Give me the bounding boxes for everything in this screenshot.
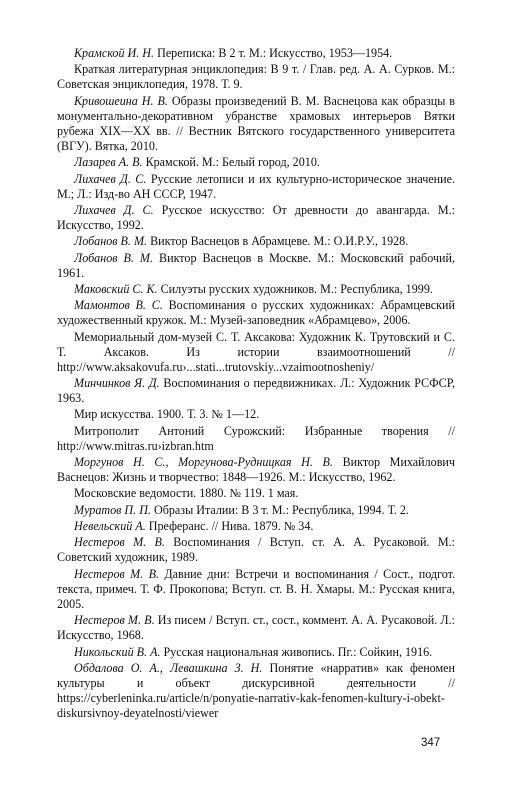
bibliography-list [57, 46, 455, 721]
entry-text: Митрополит Антоний Сурожский: Избранные творения // http://www.mitras.ru›izbran.htm [57, 423, 455, 453]
entry-text: Русская национальная живопись. Пг.: Сойкин, 1916. [160, 644, 433, 659]
entry-author: Моргунов Н. С., Моргунова-Рудницкая Н. В. [74, 455, 333, 470]
page-number: 347 [421, 737, 441, 749]
entry-text: Виктор Васнецов в Москве. М.: Московский рабочий, 1961. [57, 250, 455, 280]
bibliography-entry [57, 251, 455, 281]
bibliography-entry [57, 613, 455, 643]
entry-text: Краткая литературная энциклопедия: В 9 т. / Глав. ред. А. А. Сурков. М.: Советская энциклопедия, 1978. Т. 9. [57, 62, 455, 92]
entry-text: Воспоминания о передвижниках. Л.: Художник РСФСР, 1963. [57, 376, 455, 406]
bibliography-entry [57, 172, 455, 202]
bibliography-entry [57, 46, 455, 61]
bibliography-entry [57, 535, 455, 565]
entry-text: Воспоминания о русских художниках: Абрамцевский художественный кружок. М.: Музей-заповедник «Абрамцево», 2006. [57, 298, 455, 328]
bibliography-entry [57, 155, 455, 170]
entry-author: Муратов П. П. [74, 502, 151, 517]
entry-text: Виктор Михайлович Васнецов: Жизнь и творчество: 1848—1926. М.: Искусство, 1962. [57, 455, 455, 485]
entry-text: Образы Италии: В 3 т. М.: Республика, 1994. Т. 2. [150, 502, 409, 517]
entry-text: Образы произведений В. М. Васнецова как образцы в монументально-декоративном убранстве храмовых интерьеров Вятки рубежа XIX—XX вв. // Вестник Вятского государственного университета (ВГУ). Вятка, 2010. [57, 93, 455, 153]
entry-author: Крамской И. Н. [74, 46, 155, 60]
bibliography-entry [57, 62, 455, 92]
bibliography-entry [57, 234, 455, 249]
entry-author: Обдалова О. А., Левашкина З. Н. [74, 660, 263, 675]
entry-author: Лобанов В. М. [74, 250, 154, 265]
bibliography-entry [57, 298, 455, 328]
entry-text: Переписка: В 2 т. М.: Искусство, 1953—1954. [154, 46, 393, 60]
bibliography-entry [57, 519, 455, 534]
entry-text: Виктор Васнецов в Абрамцеве. М.: О.И.Р.У., 1928. [147, 234, 409, 249]
entry-text: Преферанс. // Нива. 1879. № 34. [145, 519, 314, 533]
entry-text: Воспоминания / Вступ. ст. А. А. Русаковой. М.: Советский художник, 1989. [57, 535, 456, 565]
bibliography-entry [57, 486, 455, 501]
entry-author: Нестеров М. В. [74, 566, 160, 581]
entry-text: Из писем / Вступ. ст., сост., коммент. А. А. Русаковой. Л.: Искусство, 1968. [57, 613, 455, 643]
entry-author: Маковский С. К. [74, 281, 158, 296]
entry-text: Крамской. М.: Белый город, 2010. [142, 155, 320, 170]
bibliography-entry [57, 503, 455, 518]
entry-author: Нестеров М. В. [74, 613, 155, 628]
bibliography-entry [57, 567, 455, 612]
bibliography-entry [57, 203, 455, 233]
entry-author: Никольский В. А. [74, 644, 161, 659]
bibliography-entry [57, 661, 455, 721]
entry-text: Мемориальный дом-музей С. Т. Аксакова: Художник К. Трутовский и С. Т. Аксаков. Из истории взаимоотношений // http://www.aksakovufa.ru›...stati...trutovskiy...vzaimootnosheniy/ [57, 329, 455, 374]
bibliography-entry [57, 407, 455, 422]
entry-text: Мир искусства. 1900. Т. 3. № 1—12. [74, 407, 260, 422]
entry-author: Лобанов В. М. [74, 234, 148, 249]
bibliography-entry [57, 282, 455, 297]
entry-author: Лазарев А. В. [74, 155, 143, 170]
entry-author: Минчинков Я. Д. [74, 376, 160, 391]
bibliography-entry [57, 376, 455, 406]
entry-author: Лихачев Д. С. [74, 171, 147, 186]
entry-author: Лихачев Д. С. [74, 202, 154, 217]
entry-text: Силуэты русских художников. М.: Республика, 1999. [157, 281, 433, 296]
entry-text: Московские ведомости. 1880. № 119. 1 мая. [74, 486, 299, 501]
entry-author: Мамонтов В. С. [74, 298, 163, 313]
bibliography-entry [57, 455, 455, 485]
entry-text: Русское искусство: От древности до авангарда. М.: Искусство, 1992. [57, 202, 455, 232]
entry-author: Нестеров М. В. [74, 535, 165, 550]
entry-author: Кривошеина Н. В. [74, 93, 168, 108]
bibliography-entry [57, 424, 455, 454]
bibliography-entry [57, 94, 455, 154]
bibliography-entry [57, 330, 455, 375]
entry-text: Русские летописи и их культурно-историческое значение. М.; Л.: Изд-во АН СССР, 1947. [57, 171, 455, 201]
bibliography-entry [57, 645, 455, 660]
entry-author: Невельский А. [74, 519, 146, 533]
entry-text: Давние дни: Встречи и воспоминания / Сост., подгот. текста, примеч. Т. Ф. Прокопова; Вступ. ст. В. Н. Хмары. М.: Русская книга, 2005. [57, 566, 456, 611]
entry-text: Понятие «нарратив» как феномен культуры и объект дискурсивной деятельности // https://cyberleninka.ru/article/n/ponyatie-narrativ-kak-fenomen-kultury-i-obekt-diskursivnoy-deyatelnosti/viewer [57, 660, 455, 721]
